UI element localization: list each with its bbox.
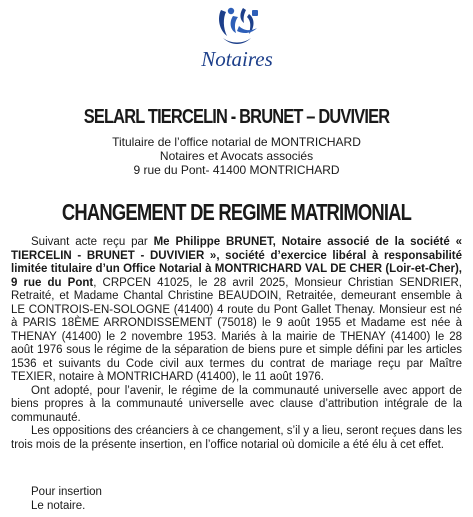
notaires-emblem-icon [213, 6, 261, 48]
signature-block [31, 486, 102, 513]
firm-partners-line: Notaires et Avocats associés [159, 149, 314, 163]
signature-line-2: Le notaire. [31, 499, 86, 512]
notice-body [11, 236, 462, 452]
firm-address-line: 9 rue du Pont- 41400 MONTRICHARD [133, 163, 340, 177]
notice-headline: CHANGEMENT DE REGIME MATRIMONIAL [61, 199, 412, 225]
firm-office-line: Titulaire de l’office notarial de MONTRICHARD [112, 135, 361, 149]
notice-paragraph-1: Suivant acte reçu par Me Philippe BRUNET, Notaire associé de la société « TIERCELIN - BRUNET - DUVIVIER », société d’exercice libéral à responsabilité limitée titulaire d’un Office Notarial à MONTRICHARD VAL DE CHER (Loir-et-Cher), 9 rue du Pont, CRPCEN 41025, le 28 avril 2025, Monsieur Christian SENDRIER, Retraité, et Madame Chantal Christine BEAUDOIN, Retraitée, demeurant ensemble à LE CONTROIS-EN-SOLOGNE (41400) 4 route du Pont Gallet Thenay. Monsieur est né à PARIS 18ÈME ARRONDISSEMENT (75018) le 9 août 1955 et Madame est née à THENAY (41400) le 2 novembre 1953. Mariés à la mairie de THENAY (41400) le 28 août 1976 sous le régime de la séparation de biens pure et simple défini par les articles 1536 et suivants du Code civil aux termes du contrat de mariage reçu par Maître TEXIER, notaire à MONTRICHARD (41400), le 11 août 1976. [11, 236, 462, 383]
logo-wordmark: Notaires [201, 47, 273, 71]
notice-paragraph-3: Les oppositions des créanciers à ce changement, s’il y a lieu, seront reçues dans les trois mois de la présente insertion, en l’office notarial où domicile a été élu à cet effet. [11, 425, 462, 451]
firm-details [0, 135, 473, 177]
notaires-logo [186, 6, 288, 72]
firm-name: SELARL TIERCELIN - BRUNET – DUVIVIER [83, 106, 390, 128]
notice-paragraph-2: Ont adopté, pour l’avenir, le régime de la communauté universelle avec apport de biens propres à la communauté universelle avec clause d’attribution intégrale de la communauté. [11, 384, 462, 424]
signature-line-1: Pour insertion [31, 486, 102, 498]
notary-identity: Me Philippe BRUNET, Notaire associé de la société « TIERCELIN - BRUNET - DUVIVIER », société d’exercice libéral à responsabilité limitée titulaire d’un Office Notarial à MONTRICHARD VAL DE CHER (Loir-et-Cher), 9 rue du Pont [11, 236, 462, 289]
